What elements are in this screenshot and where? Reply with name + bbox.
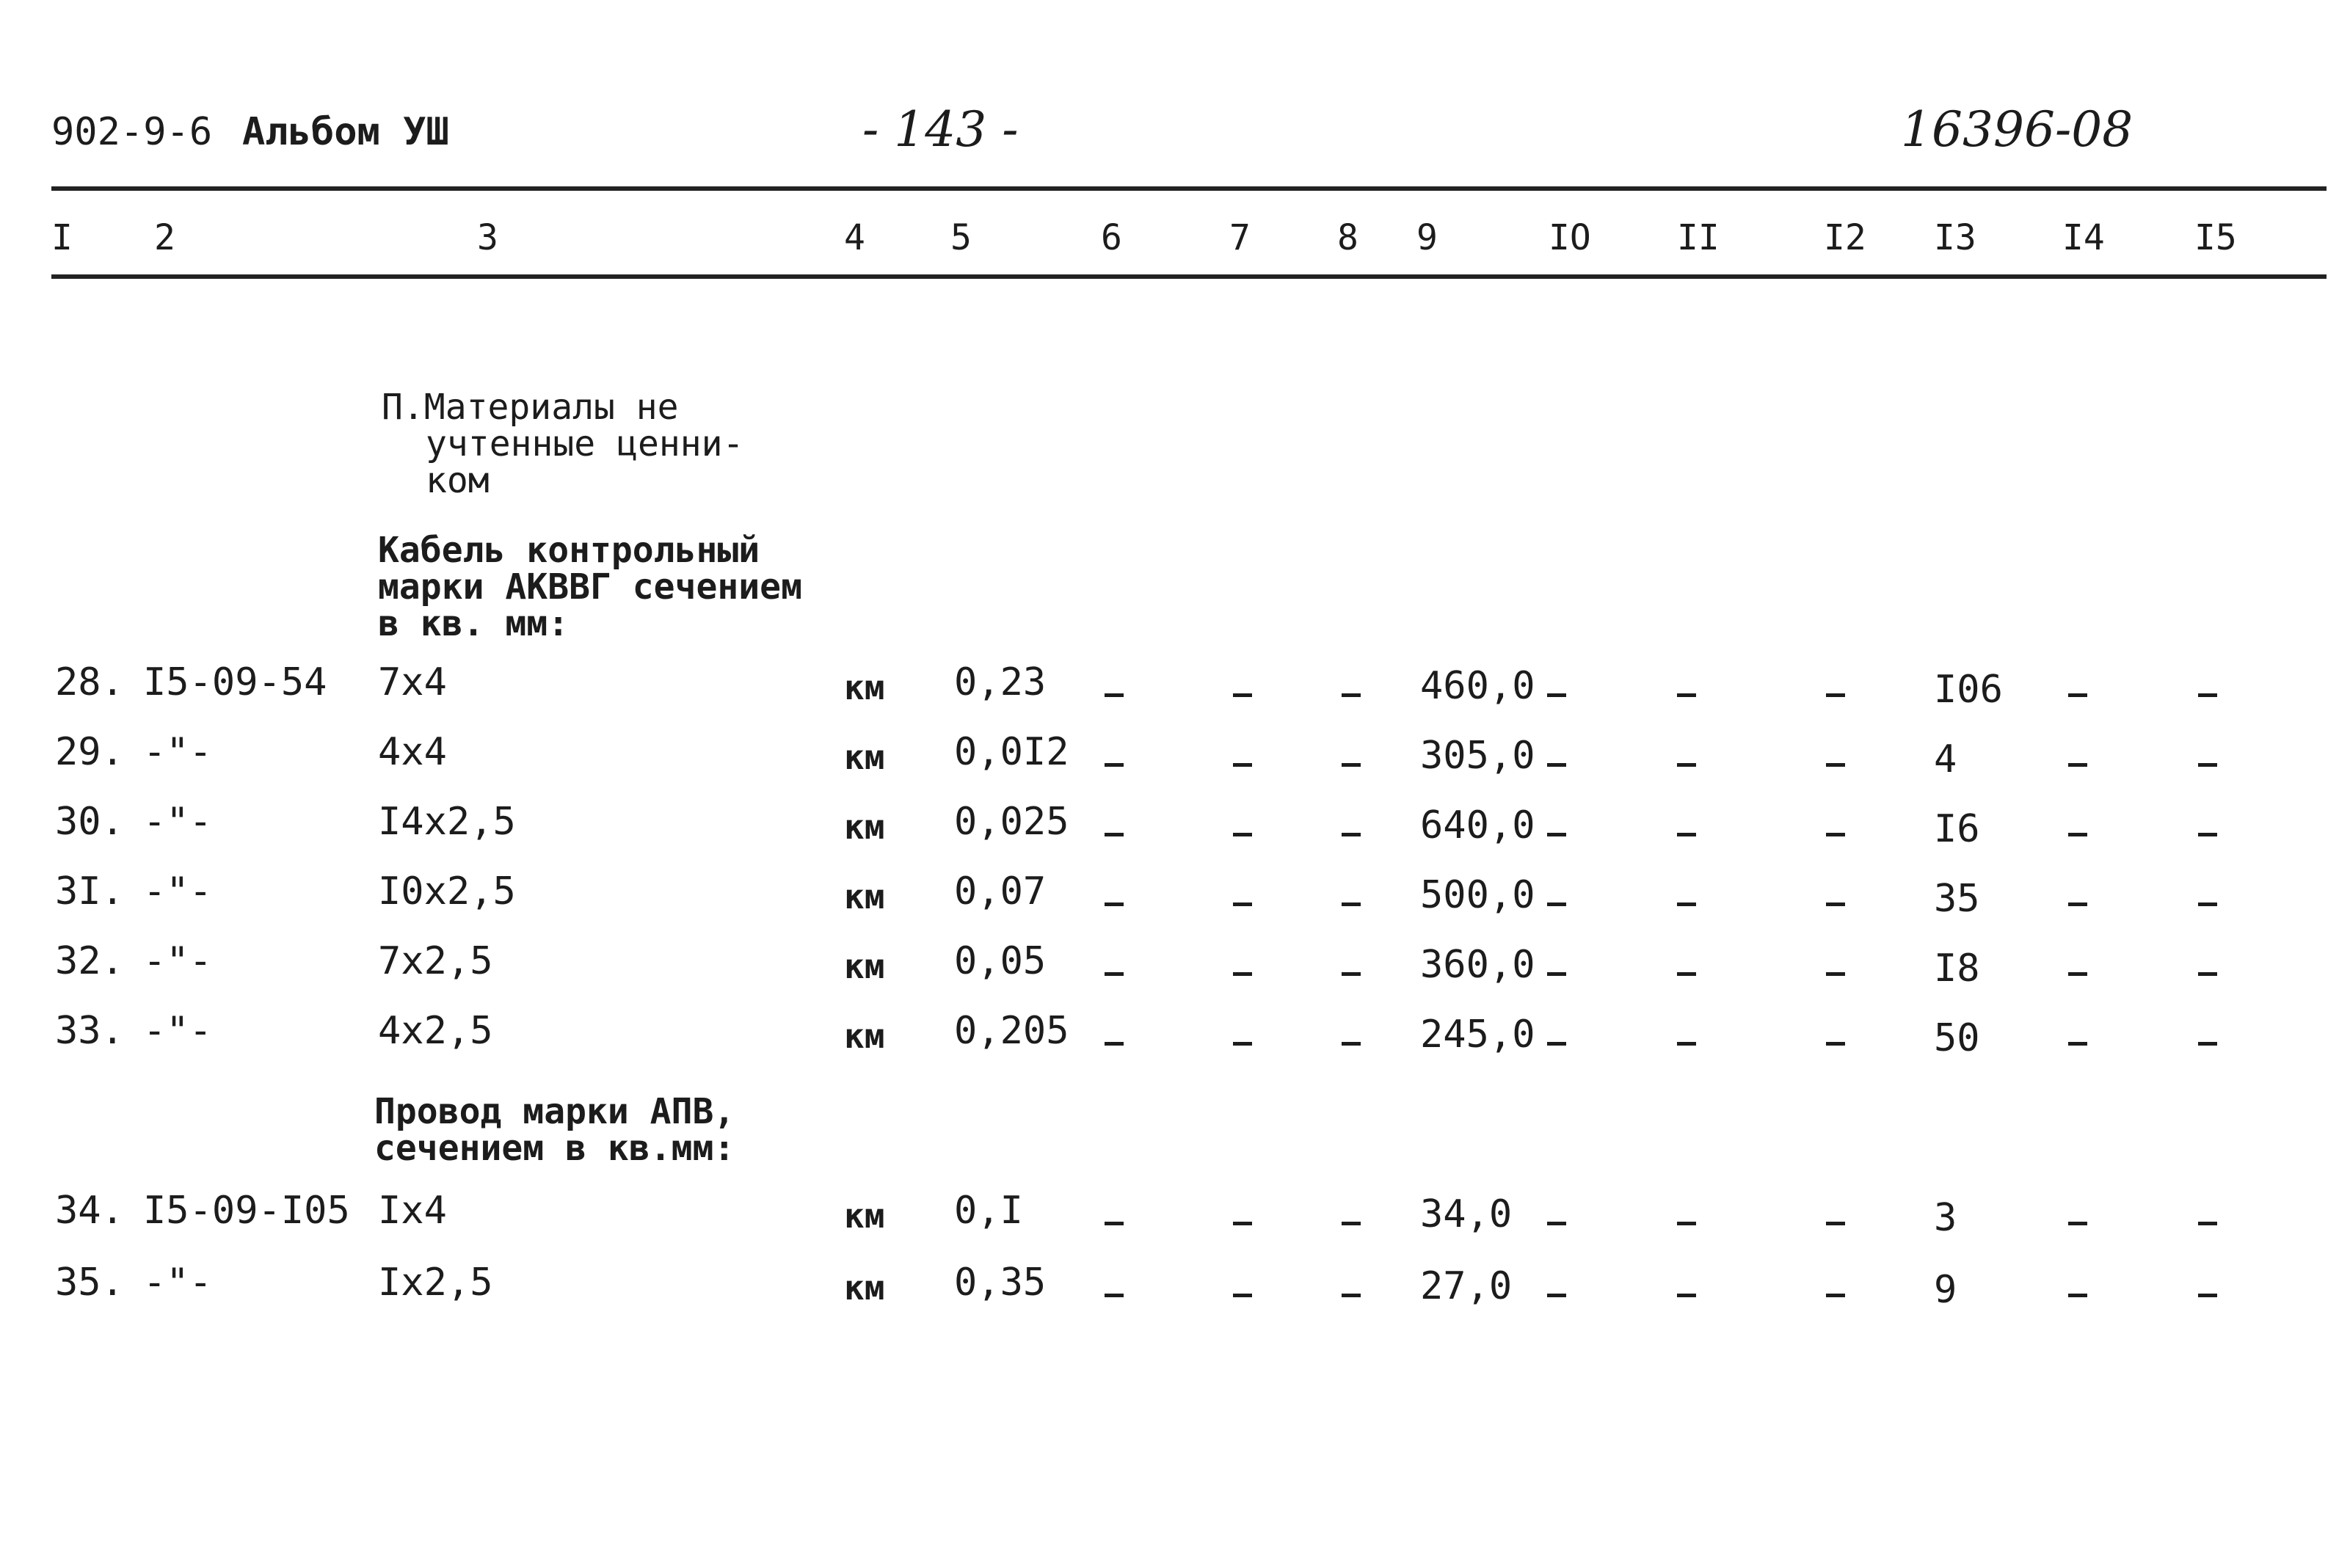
cell-num: 33. (55, 1009, 124, 1053)
cell-code: -"- (143, 730, 212, 774)
cell-c14-dash (2068, 693, 2087, 697)
cell-c6-dash (1105, 763, 1124, 767)
cell-num: 34. (55, 1189, 124, 1233)
col-4: 4 (844, 217, 865, 258)
cell-name: 4x2,5 (378, 1009, 493, 1053)
cell-code: I5-09-54 (143, 660, 327, 704)
cell-c10-dash (1547, 902, 1566, 906)
group-heading-line: марки АКВВГ сечением (378, 566, 802, 608)
cell-c8-dash (1342, 763, 1361, 767)
cell-c10-dash (1547, 972, 1566, 976)
cell-c6-dash (1105, 902, 1124, 906)
cell-c7-dash (1233, 833, 1252, 836)
cell-c10-dash (1547, 833, 1566, 836)
cell-c13: 3 (1934, 1196, 1957, 1240)
cell-num: 28. (55, 660, 124, 704)
cell-num: 3I. (55, 869, 124, 914)
cell-qty: 0,I (954, 1189, 1023, 1233)
cell-c11-dash (1677, 833, 1696, 836)
section-title-line: ком (426, 460, 490, 501)
cell-code: -"- (143, 1009, 212, 1053)
cell-c13: 4 (1934, 737, 1957, 781)
cell-c14-dash (2068, 833, 2087, 836)
cell-code: -"- (143, 939, 212, 983)
cell-c11-dash (1677, 1222, 1696, 1225)
cell-price: 360,0 (1420, 943, 1535, 987)
cell-c15-dash (2198, 902, 2217, 906)
cell-c12-dash (1826, 693, 1845, 697)
cell-qty: 0,025 (954, 800, 1069, 844)
cell-c15-dash (2198, 1294, 2217, 1297)
cell-c7-dash (1233, 902, 1252, 906)
col-10: IO (1549, 217, 1591, 258)
cell-qty: 0,0I2 (954, 730, 1069, 774)
cell-c15-dash (2198, 1222, 2217, 1225)
cell-name: 4x4 (378, 730, 447, 774)
group-heading-line: сечением в кв.мм: (374, 1128, 735, 1169)
cell-c6-dash (1105, 1042, 1124, 1046)
cell-c6-dash (1105, 693, 1124, 697)
section-title-line: П.Материалы не (382, 387, 679, 428)
cell-price: 305,0 (1420, 734, 1535, 778)
cell-code: -"- (143, 800, 212, 844)
cell-c13: 9 (1934, 1268, 1957, 1312)
cell-c7-dash (1233, 1294, 1252, 1297)
cell-c10-dash (1547, 1222, 1566, 1225)
cell-name: 7x4 (378, 660, 447, 704)
cell-c7-dash (1233, 1222, 1252, 1225)
cell-unit: км (844, 947, 885, 986)
col-14: I4 (2062, 217, 2105, 258)
cell-price: 34,0 (1420, 1192, 1513, 1236)
cell-c13: I06 (1934, 668, 2003, 712)
cell-unit: км (844, 1016, 885, 1056)
cell-num: 30. (55, 800, 124, 844)
cell-c12-dash (1826, 763, 1845, 767)
cell-code: -"- (143, 869, 212, 914)
cell-c14-dash (2068, 972, 2087, 976)
section-title (382, 389, 743, 499)
cell-name: I0x2,5 (378, 869, 516, 914)
cell-c11-dash (1677, 972, 1696, 976)
section-title-line: учтенные ценни- (426, 423, 744, 464)
cell-c7-dash (1233, 1042, 1252, 1046)
cell-c13: 35 (1934, 877, 1980, 921)
cell-c6-dash (1105, 1294, 1124, 1297)
col-9: 9 (1416, 217, 1438, 258)
cell-c15-dash (2198, 972, 2217, 976)
cell-c12-dash (1826, 833, 1845, 836)
cell-num: 35. (55, 1261, 124, 1305)
col-6: 6 (1101, 217, 1122, 258)
cell-price: 460,0 (1420, 664, 1535, 708)
cell-c7-dash (1233, 693, 1252, 697)
cell-name: Ix4 (378, 1189, 447, 1233)
col-1: I (51, 217, 73, 258)
col-12: I2 (1824, 217, 1866, 258)
cell-c11-dash (1677, 1042, 1696, 1046)
top-rule (51, 186, 2327, 191)
page-number: - 143 - (862, 101, 1019, 158)
col-2: 2 (154, 217, 175, 258)
cell-unit: км (844, 737, 885, 777)
document-code: 16396-08 (1901, 101, 2133, 158)
cell-c8-dash (1342, 693, 1361, 697)
cell-unit: км (844, 877, 885, 916)
cell-unit: км (844, 1268, 885, 1308)
cell-qty: 0,23 (954, 660, 1047, 704)
cell-price: 245,0 (1420, 1013, 1535, 1057)
cell-c12-dash (1826, 902, 1845, 906)
cell-qty: 0,05 (954, 939, 1047, 983)
cell-c12-dash (1826, 1294, 1845, 1297)
cell-c10-dash (1547, 693, 1566, 697)
cell-c10-dash (1547, 763, 1566, 767)
cell-qty: 0,07 (954, 869, 1047, 914)
cell-c15-dash (2198, 763, 2217, 767)
cell-c13: 50 (1934, 1016, 1980, 1060)
cell-c7-dash (1233, 972, 1252, 976)
cell-c14-dash (2068, 763, 2087, 767)
group-heading-line: в кв. мм: (378, 603, 570, 644)
cell-c12-dash (1826, 1222, 1845, 1225)
group-heading-wire (374, 1093, 735, 1167)
col-11: II (1677, 217, 1720, 258)
cell-c6-dash (1105, 972, 1124, 976)
cell-qty: 0,35 (954, 1261, 1047, 1305)
col-15: I5 (2194, 217, 2237, 258)
cell-unit: км (844, 1196, 885, 1236)
col-7: 7 (1229, 217, 1251, 258)
cell-c14-dash (2068, 1042, 2087, 1046)
cell-c11-dash (1677, 693, 1696, 697)
col-13: I3 (1934, 217, 1976, 258)
cell-price: 27,0 (1420, 1264, 1513, 1308)
col-5: 5 (950, 217, 972, 258)
cell-c13: I6 (1934, 807, 1980, 851)
cell-unit: км (844, 807, 885, 847)
cell-c6-dash (1105, 1222, 1124, 1225)
col-8: 8 (1337, 217, 1358, 258)
cell-c14-dash (2068, 902, 2087, 906)
cell-num: 32. (55, 939, 124, 983)
cell-c6-dash (1105, 833, 1124, 836)
group-heading-cable (378, 532, 802, 642)
cell-c8-dash (1342, 1222, 1361, 1225)
cell-c11-dash (1677, 902, 1696, 906)
cell-c8-dash (1342, 1042, 1361, 1046)
header-rule (51, 274, 2327, 279)
cell-c8-dash (1342, 833, 1361, 836)
cell-name: I4x2,5 (378, 800, 516, 844)
cell-price: 500,0 (1420, 873, 1535, 917)
cell-name: Ix2,5 (378, 1261, 493, 1305)
cell-c7-dash (1233, 763, 1252, 767)
cell-c11-dash (1677, 763, 1696, 767)
cell-c15-dash (2198, 693, 2217, 697)
cell-c15-dash (2198, 1042, 2217, 1046)
cell-c13: I8 (1934, 947, 1980, 991)
album-label: Альбом УШ (242, 110, 449, 154)
cell-c12-dash (1826, 972, 1845, 976)
group-heading-line: Кабель контрольный (378, 530, 760, 571)
series-number: 902-9-6 (51, 110, 213, 154)
cell-name: 7x2,5 (378, 939, 493, 983)
col-3: 3 (477, 217, 498, 258)
cell-c12-dash (1826, 1042, 1845, 1046)
cell-code: I5-09-I05 (143, 1189, 350, 1233)
cell-c8-dash (1342, 902, 1361, 906)
cell-num: 29. (55, 730, 124, 774)
group-heading-line: Провод марки АПВ, (374, 1091, 735, 1132)
cell-c15-dash (2198, 833, 2217, 836)
cell-code: -"- (143, 1261, 212, 1305)
cell-qty: 0,205 (954, 1009, 1069, 1053)
cell-c8-dash (1342, 1294, 1361, 1297)
cell-c10-dash (1547, 1042, 1566, 1046)
cell-c14-dash (2068, 1294, 2087, 1297)
cell-price: 640,0 (1420, 803, 1535, 847)
cell-c11-dash (1677, 1294, 1696, 1297)
cell-c10-dash (1547, 1294, 1566, 1297)
cell-unit: км (844, 668, 885, 707)
cell-c14-dash (2068, 1222, 2087, 1225)
cell-c8-dash (1342, 972, 1361, 976)
